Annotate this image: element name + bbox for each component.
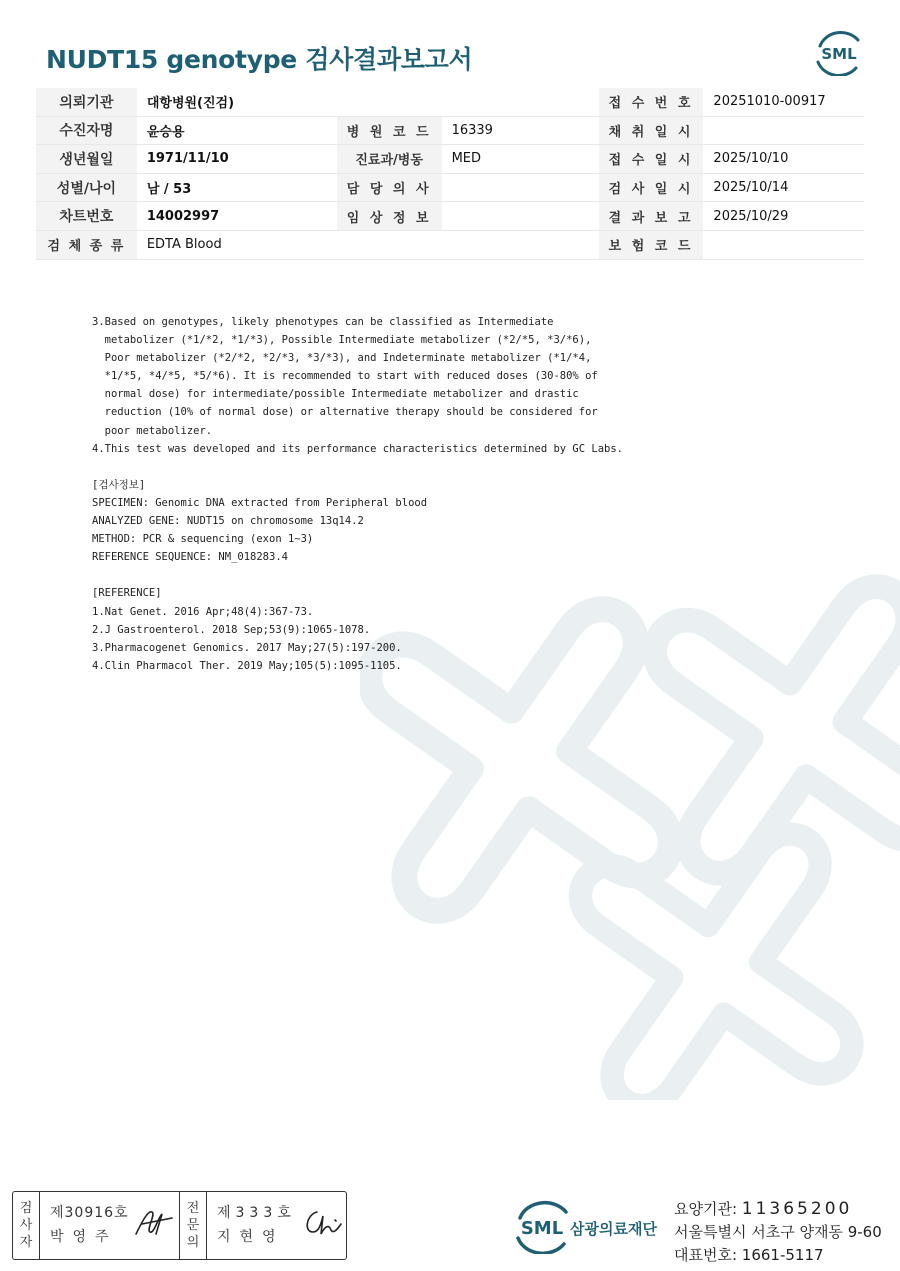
dob-value: 1971/11/10 bbox=[137, 145, 337, 174]
examiner-license-no: 제30916호 bbox=[50, 1205, 129, 1221]
body-line: [REFERENCE] bbox=[92, 587, 162, 600]
received-value: 2025/10/10 bbox=[703, 145, 864, 174]
body-line: 2.J Gastroenterol. 2018 Sep;53(9):1065-1078. bbox=[92, 623, 371, 636]
clinical-value bbox=[442, 202, 599, 231]
body-line: Poor metabolizer (*2/*2, *2/*3, *3/*3), and Indeterminate metabolizer (*1/*4, bbox=[92, 352, 592, 365]
info-row bbox=[36, 202, 864, 231]
body-line: *1/*5, *4/*5, *5/*6). It is recommended to start with reduced doses (30-80% of bbox=[92, 370, 598, 383]
info-row bbox=[36, 88, 864, 116]
tested-value: 2025/10/14 bbox=[703, 173, 864, 202]
phone-number: 1661-5117 bbox=[741, 1246, 824, 1264]
info-row bbox=[36, 230, 864, 259]
insurance-label: 보 험 코 드 bbox=[599, 230, 704, 259]
report-title: NUDT15 genotype 검사결과보고서 bbox=[46, 45, 473, 74]
body-line: reduction (10% of normal dose) or alternative therapy should be considered for bbox=[92, 406, 598, 419]
body-line: REFERENCE SEQUENCE: NM_018283.4 bbox=[92, 551, 288, 564]
body-line: 3.Pharmacogenet Genomics. 2017 May;27(5):197-200. bbox=[92, 641, 402, 654]
patient-info-table bbox=[36, 88, 864, 260]
specialist-name: 지현영 bbox=[217, 1229, 285, 1245]
body-line: ANALYZED GENE: NUDT15 on chromosome 13q14.2 bbox=[92, 515, 364, 528]
footer-org-name: 삼광의료재단 bbox=[570, 1220, 657, 1238]
received-label: 접 수 일 시 bbox=[599, 145, 704, 174]
body-line: normal dose) for intermediate/possible Intermediate metabolizer and drastic bbox=[92, 388, 579, 401]
body-line: 1.Nat Genet. 2016 Apr;48(4):367-73. bbox=[92, 605, 314, 618]
report-body-text bbox=[92, 313, 652, 675]
institution-value: 대항병원(진검) bbox=[137, 88, 599, 116]
doctor-value bbox=[442, 173, 599, 202]
patient-label: 수진자명 bbox=[36, 116, 137, 145]
info-row bbox=[36, 145, 864, 174]
body-line: 3.Based on genotypes, likely phenotypes can be classified as Intermediate bbox=[92, 316, 554, 328]
phone-line: 대표번호: 1661-5117 bbox=[674, 1246, 824, 1264]
body-line: 4.Clin Pharmacol Ther. 2019 May;105(5):1095-1105. bbox=[92, 659, 402, 672]
signature-stamp bbox=[12, 1191, 347, 1260]
collected-value bbox=[703, 116, 864, 145]
examiner-signature bbox=[132, 1204, 176, 1240]
sex-age-label: 성별/나이 bbox=[36, 173, 137, 202]
info-row bbox=[36, 173, 864, 202]
body-line: METHOD: PCR & sequencing (exon 1~3) bbox=[92, 533, 314, 546]
body-line: poor metabolizer. bbox=[92, 424, 213, 437]
specialist-license-no: 제333호 bbox=[217, 1205, 296, 1221]
insurance-value bbox=[703, 230, 864, 259]
specimen-value: EDTA Blood bbox=[137, 230, 599, 259]
footer-logo-text: SML bbox=[520, 1218, 564, 1239]
clinical-label: 임 상 정 보 bbox=[337, 202, 442, 231]
specimen-label: 검 체 종 류 bbox=[36, 230, 137, 259]
sml-logo bbox=[812, 30, 866, 76]
reported-label: 결 과 보 고 bbox=[599, 202, 704, 231]
reported-value: 2025/10/29 bbox=[703, 202, 864, 231]
blank-line bbox=[92, 566, 652, 584]
institution-label: 의뢰기관 bbox=[36, 88, 137, 116]
collected-label: 채 취 일 시 bbox=[599, 116, 704, 145]
examiner-name: 박영주 bbox=[50, 1229, 118, 1245]
doctor-label: 담 당 의 사 bbox=[337, 173, 442, 202]
dob-label: 생년월일 bbox=[36, 145, 137, 174]
body-line: [검사정보] bbox=[92, 478, 146, 491]
dept-label: 진료과/병동 bbox=[337, 145, 442, 174]
institution-code: 11365200 bbox=[741, 1199, 853, 1219]
footer-sml-logo bbox=[510, 1200, 574, 1254]
specialist-label: 전 문 의 bbox=[179, 1192, 207, 1259]
specialist-signature bbox=[301, 1204, 345, 1240]
footer-info bbox=[674, 1198, 882, 1267]
chart-label: 차트번호 bbox=[36, 202, 137, 231]
patient-value: 윤승용 bbox=[137, 116, 337, 145]
hospital-code-value: 16339 bbox=[442, 116, 599, 145]
examiner-label: 검 사 자 bbox=[13, 1192, 40, 1259]
dept-value: MED bbox=[442, 145, 599, 174]
chart-value: 14002997 bbox=[137, 202, 337, 231]
body-line: metabolizer (*1/*2, *1/*3), Possible Intermediate metabolizer (*2/*5, *3/*6), bbox=[92, 334, 592, 347]
sex-age-value: 남 / 53 bbox=[137, 173, 337, 202]
institution-code-line: 요양기관: 11365200 bbox=[674, 1199, 853, 1219]
tested-label: 검 사 일 시 bbox=[599, 173, 704, 202]
receipt-no-value: 20251010-00917 bbox=[703, 88, 864, 116]
footer-address: 서울특별시 서초구 양재동 9-60 bbox=[674, 1223, 882, 1241]
examiner-cell bbox=[40, 1192, 179, 1259]
body-line: SPECIMEN: Genomic DNA extracted from Peripheral blood bbox=[92, 496, 428, 509]
blank-line bbox=[92, 458, 652, 476]
body-line: 4.This test was developed and its performance characteristics determined by GC Labs. bbox=[92, 442, 624, 455]
receipt-no-label: 접 수 번 호 bbox=[599, 88, 704, 116]
specialist-cell bbox=[207, 1192, 346, 1259]
logo-text: SML bbox=[821, 45, 857, 63]
hospital-code-label: 병 원 코 드 bbox=[337, 116, 442, 145]
info-row bbox=[36, 116, 864, 145]
